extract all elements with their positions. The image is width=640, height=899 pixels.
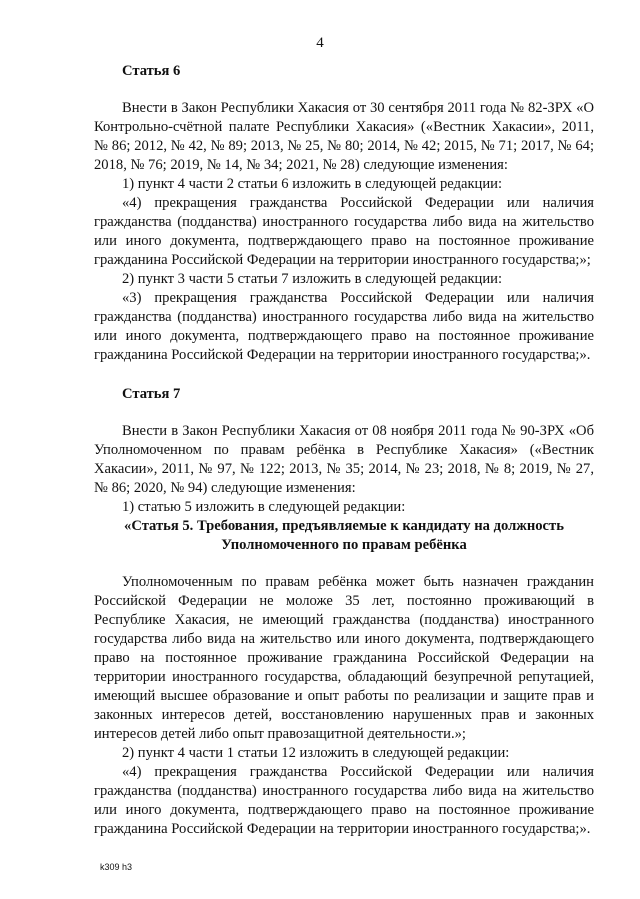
- document-body: [94, 62, 594, 839]
- article-7-item-1: 1) статью 5 изложить в следующей редакции:: [122, 499, 406, 515]
- article-5-title-line-1: «Статья 5. Требования, предъявляемые к кандидату на должность: [124, 518, 564, 534]
- footer-code: k309 h3: [100, 862, 133, 872]
- article-6-item-2-text: «3) прекращения гражданства Российской Федерации или наличия гражданства (подданства) иностранного государства либо вида на жительство или иного документа, подтверждающего право на постоянное проживание гражданина Российской Федерации на территории иностранного государства;».: [94, 290, 594, 363]
- article-6-item-2: 2) пункт 3 части 5 статьи 7 изложить в следующей редакции:: [122, 271, 503, 287]
- article-7-item-2: 2) пункт 4 части 1 статьи 12 изложить в следующей редакции:: [122, 745, 510, 761]
- article-6-heading: Статья 6: [122, 63, 181, 79]
- article-6-item-1: 1) пункт 4 части 2 статьи 6 изложить в следующей редакции:: [122, 176, 503, 192]
- article-7-item-2-text: «4) прекращения гражданства Российской Федерации или наличия гражданства (подданства) иностранного государства либо вида на жительство или иного документа, подтверждающего право на постоянное проживание гражданина Российской Федерации на территории иностранного государства;».: [94, 764, 594, 837]
- article-5-title: [94, 517, 594, 555]
- article-7-heading: Статья 7: [122, 386, 181, 402]
- article-5-title-line-2: Уполномоченного по правам ребёнка: [221, 537, 467, 553]
- article-6-intro: Внести в Закон Республики Хакасия от 30 сентября 2011 года № 82-ЗРХ «О Контрольно-счётной палате Республики Хакасия» («Вестник Хакасии», 2011, № 86; 2012, № 42, № 89; 2013, № 25, № 80; 2014, № 42; 2015, № 71; 2017, № 64; 2018, № 76; 2019, № 14, № 34; 2021, № 28) следующие изменения:: [94, 100, 594, 173]
- article-7-intro: Внести в Закон Республики Хакасия от 08 ноября 2011 года № 90-ЗРХ «Об Уполномоченном по правам ребёнка в Республике Хакасия» («Вестник Хакасии», 2011, № 97, № 122; 2013, № 35; 2014, № 23; 2018, № 8; 2019, № 27, № 86; 2020, № 94) следующие изменения:: [94, 423, 594, 496]
- article-6-item-1-text: «4) прекращения гражданства Российской Федерации или наличия гражданства (подданства) иностранного государства либо вида на жительство или иного документа, подтверждающего право на постоянное проживание гражданина Российской Федерации на территории иностранного государства;»;: [94, 195, 594, 268]
- article-5-text: Уполномоченным по правам ребёнка может быть назначен гражданин Российской Федерации не моложе 35 лет, постоянно проживающий в Республике Хакасия, не имеющий гражданства (подданства) иностранного государства либо вида на жительство или иного документа, подтверждающего право на постоянное проживание гражданина Российской Федерации на территории иностранного государства, обладающий безупречной репутацией, имеющий высшее образование и опыт работы по реализации и защите прав и законных интересов детей, восстановлению нарушенных прав и законных интересов детей либо опыт правозащитной деятельности.»;: [94, 574, 594, 742]
- page-number: 4: [316, 35, 324, 51]
